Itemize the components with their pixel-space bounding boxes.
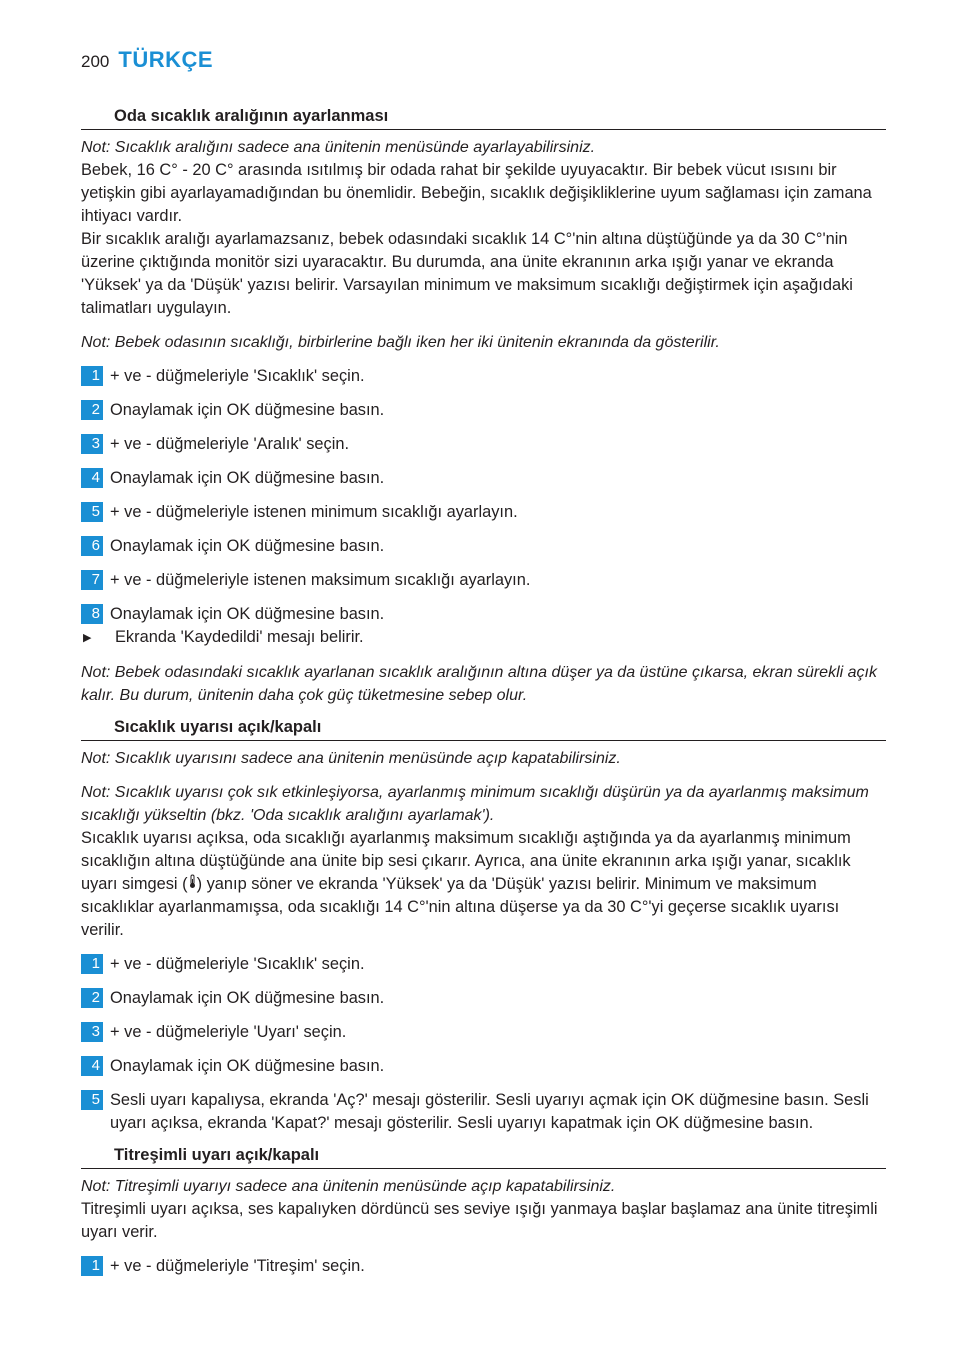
step-item <box>81 1021 886 1044</box>
step-text: Onaylamak için OK düğmesine basın. <box>110 537 385 555</box>
step-item <box>81 1055 886 1078</box>
step-item <box>81 535 886 558</box>
step-text: Onaylamak için OK düğmesine basın. <box>110 989 385 1007</box>
step-number: 3 <box>81 434 103 454</box>
step-item <box>81 501 886 524</box>
paragraph-part: Sıcaklık uyarısı açıksa, oda sıcaklığı ayarlanmış maksimum sıcaklığı aştığında ya da ayarlanmış minimum sıcaklığın altına düştüğünde ana ünite bip sesi çıkarır. Ayrıca, ana ünite ekranının arka ışığı yanar, sıcaklık uyarı simgesi ( <box>81 829 851 893</box>
step-number: 1 <box>81 1256 103 1276</box>
step-number: 5 <box>81 1090 103 1110</box>
step-text: Onaylamak için OK düğmesine basın. <box>110 401 385 419</box>
step-text: Sesli uyarı kapalıysa, ekranda 'Aç?' mesajı gösterilir. Sesli uyarıyı açmak için OK düğmesine basın. Sesli uyarı açıksa, ekranda 'Kapat?' mesajı gösterilir. Sesli uyarıyı kapatmak için OK düğmesine basın. <box>110 1091 869 1132</box>
step-item <box>81 1255 886 1278</box>
step-number: 7 <box>81 570 103 590</box>
step-number: 1 <box>81 366 103 386</box>
step-text: + ve - düğmeleriyle istenen minimum sıcaklığı ayarlayın. <box>110 503 518 521</box>
result-text: Ekranda 'Kaydedildi' mesajı belirir. <box>115 628 364 646</box>
paragraph: Titreşimli uyarı açıksa, ses kapalıyken dördüncü ses seviye ışığı yanmaya başlar başlamaz ana ünite titreşimli uyarı verir. <box>81 1200 878 1241</box>
paragraph: Bebek, 16 C° - 20 C° arasında ısıtılmış bir odada rahat bir şekilde uyuyacaktır. Bir bebek vücut ısısını bir yetişkin gibi ayarlayamadığından bu önemlidir. Bebeğin, sıcaklık değişikliklerine uyum sağlaması için zamana ihtiyacı vardır. <box>81 161 872 225</box>
step-item <box>81 987 886 1010</box>
page-header <box>81 47 213 73</box>
step-text: + ve - düğmeleriyle 'Sıcaklık' seçin. <box>110 367 365 385</box>
step-number: 5 <box>81 502 103 522</box>
step-number: 2 <box>81 988 103 1008</box>
step-list <box>81 1255 886 1278</box>
step-item <box>81 603 886 626</box>
step-number: 4 <box>81 468 103 488</box>
note: Not: Sıcaklık uyarısı çok sık etkinleşiyorsa, ayarlanmış minimum sıcaklığı düşürün ya da ayarlanmış maksimum sıcaklığı yükseltin (bkz. 'Oda sıcaklık aralığını ayarlamak'). <box>81 784 869 824</box>
section-title: Sıcaklık uyarısı açık/kapalı <box>81 717 886 741</box>
note: Not: Bebek odasındaki sıcaklık ayarlanan sıcaklık aralığının altına düşer ya da üstüne çıkarsa, ekran sürekli açık kalır. Bu durum, ünitenin daha çok güç tüketmesine sebep olur. <box>81 664 877 704</box>
note: Not: Sıcaklık aralığını sadece ana ünitenin menüsünde ayarlayabilirsiniz. <box>81 139 596 156</box>
step-number: 2 <box>81 400 103 420</box>
note: Not: Titreşimli uyarıyı sadece ana ünitenin menüsünde açıp kapatabilirsiniz. <box>81 1178 616 1195</box>
step-text: + ve - düğmeleriyle 'Sıcaklık' seçin. <box>110 955 365 973</box>
note: Not: Sıcaklık uyarısını sadece ana ünitenin menüsünde açıp kapatabilirsiniz. <box>81 750 621 767</box>
page-number: 200 <box>81 52 110 71</box>
step-text: + ve - düğmeleriyle 'Aralık' seçin. <box>110 435 350 453</box>
step-text: Onaylamak için OK düğmesine basın. <box>110 469 385 487</box>
step-number: 3 <box>81 1022 103 1042</box>
step-number: 4 <box>81 1056 103 1076</box>
step-list <box>81 365 886 650</box>
step-number: 8 <box>81 604 103 624</box>
step-item <box>81 365 886 388</box>
step-item <box>81 569 886 592</box>
section-title: Titreşimli uyarı açık/kapalı <box>81 1145 886 1169</box>
step-number: 1 <box>81 954 103 974</box>
paragraph <box>81 827 886 942</box>
step-text: + ve - düğmeleriyle istenen maksimum sıcaklığı ayarlayın. <box>110 571 531 589</box>
step-item <box>81 399 886 422</box>
step-text: + ve - düğmeleriyle 'Uyarı' seçin. <box>110 1023 347 1041</box>
step-item <box>81 1089 886 1135</box>
step-text: Onaylamak için OK düğmesine basın. <box>110 605 385 623</box>
step-text: + ve - düğmeleriyle 'Titreşim' seçin. <box>110 1257 365 1275</box>
step-item <box>81 433 886 456</box>
page-content <box>81 106 886 1278</box>
paragraph-part: ) yanıp söner ve ekranda 'Yüksek' ya da 'Düşük' yazısı belirir. Minimum ve maksimum sıcaklıklar ayarlanmamışsa, oda sıcaklığı 14 C°'nin altına düşerse ya da 30 C°'yi geçerse sıcaklık uyarısı verilir. <box>81 875 840 939</box>
note: Not: Bebek odasının sıcaklığı, birbirlerine bağlı iken her iki ünitenin ekranında da gösterilir. <box>81 334 720 351</box>
language-title: TÜRKÇE <box>118 47 214 72</box>
step-list <box>81 953 886 1135</box>
step-result <box>81 626 886 650</box>
thermometer-icon <box>188 873 197 896</box>
step-item <box>81 467 886 490</box>
step-text: Onaylamak için OK düğmesine basın. <box>110 1057 385 1075</box>
section-title: Oda sıcaklık aralığının ayarlanması <box>81 106 886 130</box>
step-number: 6 <box>81 536 103 556</box>
triangle-bullet-icon: ▶ <box>83 632 92 644</box>
step-item <box>81 953 886 976</box>
paragraph: Bir sıcaklık aralığı ayarlamazsanız, bebek odasındaki sıcaklık 14 C°'nin altına düştüğünde ya da 30 C°'nin üzerine çıktığında monitör sizi uyaracaktır. Bu durumda, ana ünite ekranının arka ışığı yanar ve ekranda 'Yüksek' ya da 'Düşük' yazısı belirir. Varsayılan minimum ve maksimum sıcaklığı değiştirmek için aşağıdaki talimatları uygulayın. <box>81 230 853 317</box>
